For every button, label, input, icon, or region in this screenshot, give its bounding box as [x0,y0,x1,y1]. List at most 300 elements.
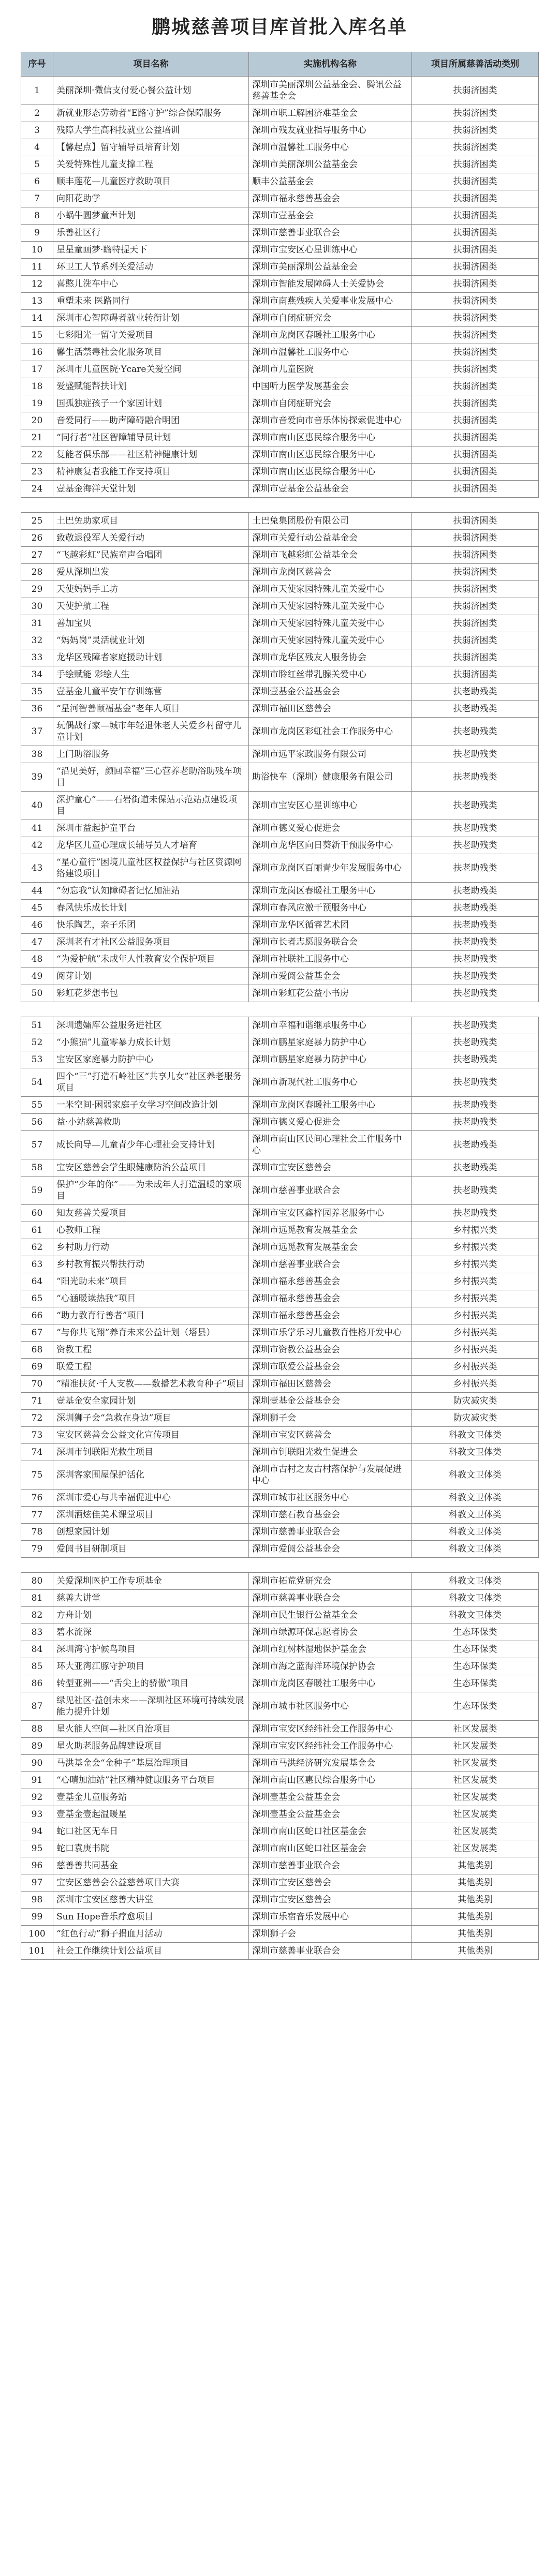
serial-number-cell: 17 [21,361,53,378]
category-cell: 扶老助残类 [412,934,539,951]
serial-number-cell: 39 [21,763,53,792]
category-cell: 扶弱济困类 [412,530,539,547]
project-name-cell: 美丽深圳·微信支付爱心餐公益计划 [53,77,249,105]
serial-number-cell: 6 [21,173,53,190]
serial-number-cell: 19 [21,395,53,412]
organization-cell: 深圳市福永慈善基金会 [249,190,412,207]
table-row [21,598,539,615]
serial-number-cell: 46 [21,917,53,934]
serial-number-cell: 64 [21,1273,53,1290]
project-name-cell: 方舟计划 [53,1607,249,1624]
project-name-cell: 善加宝贝 [53,615,249,632]
category-cell: 乡村振兴类 [412,1239,539,1256]
serial-number-cell: 83 [21,1624,53,1641]
serial-number-cell: 101 [21,1943,53,1960]
serial-number-cell: 56 [21,1114,53,1131]
project-name-cell: 成长向导—儿童青少年心理社会支持计划 [53,1131,249,1159]
organization-cell: 深圳市龙岗区彩虹社会工作服务中心 [249,718,412,746]
table-row [21,1840,539,1857]
project-name-cell: Sun Hope音乐疗愈项目 [53,1909,249,1926]
table-row [21,1524,539,1541]
table-row [21,1114,539,1131]
project-name-cell: 土巴兔助家项目 [53,513,249,530]
organization-cell: 深圳壹基金公益基金会 [249,683,412,701]
table-row [21,1738,539,1755]
category-cell: 扶老助残类 [412,683,539,701]
serial-number-cell: 11 [21,259,53,276]
serial-number-cell: 82 [21,1607,53,1624]
serial-number-cell: 66 [21,1307,53,1324]
table-row [21,1541,539,1558]
organization-cell: 深圳市慈善事业联合会 [249,1256,412,1273]
organization-cell: 深圳市南山区蛇口社区基金会 [249,1840,412,1857]
table-row [21,1427,539,1444]
category-cell: 科教文卫体类 [412,1590,539,1607]
table-row [21,820,539,837]
project-name-cell: 环大亚湾江豚守护项目 [53,1658,249,1675]
organization-cell: 深圳市宝安区慈善会 [249,1892,412,1909]
project-name-cell: 天使妈妈手工坊 [53,581,249,598]
project-name-cell: 彩虹花梦想书包 [53,985,249,1002]
project-name-cell: 联爱工程 [53,1359,249,1376]
project-name-cell: 向阳花助学 [53,190,249,207]
category-cell: 扶弱济困类 [412,225,539,242]
project-name-cell: 绿见社区·益创未来——深圳社区环境可持续发展能力提升计划 [53,1692,249,1721]
category-cell: 扶老助残类 [412,1131,539,1159]
organization-cell: 深圳市红树林湿地保护基金会 [249,1641,412,1658]
project-name-cell: “为爱护航”未成年人性教育安全保护项目 [53,951,249,968]
category-cell: 乡村振兴类 [412,1359,539,1376]
category-cell: 扶老助残类 [412,820,539,837]
serial-number-cell: 96 [21,1857,53,1874]
table-row [21,1755,539,1772]
table-row [21,310,539,327]
serial-number-cell: 60 [21,1205,53,1222]
serial-number-cell: 63 [21,1256,53,1273]
table-row [21,190,539,207]
serial-number-cell: 62 [21,1239,53,1256]
table-row [21,173,539,190]
serial-number-cell: 21 [21,429,53,446]
organization-cell: 深圳壹基金公益基金会 [249,1789,412,1806]
category-cell: 扶弱济困类 [412,666,539,683]
serial-number-cell: 53 [21,1051,53,1068]
section-gap-cell [21,1558,539,1573]
serial-number-cell: 18 [21,378,53,395]
organization-cell: 顺丰公益基金会 [249,173,412,190]
organization-cell: 深圳市古村之友古村落保护与发展促进中心 [249,1461,412,1490]
project-name-cell: 龙华区儿童心理成长辅导员人才培育 [53,837,249,854]
organization-cell: 深圳市城市社区服务中心 [249,1490,412,1507]
table-row [21,1205,539,1222]
serial-number-cell: 85 [21,1658,53,1675]
category-cell: 乡村振兴类 [412,1342,539,1359]
organization-cell: 深圳市宝安区心星训练中心 [249,242,412,259]
organization-cell: 深圳市美丽深圳公益基金会 [249,259,412,276]
project-name-cell: 碧水流深 [53,1624,249,1641]
organization-cell: 深圳市关爱行动公益基金会 [249,530,412,547]
table-row [21,139,539,156]
serial-number-cell: 41 [21,820,53,837]
organization-cell: 深圳市美丽深圳公益基金会 [249,156,412,173]
table-row [21,378,539,395]
category-cell: 扶老助残类 [412,1177,539,1205]
table-row [21,1926,539,1943]
category-cell: 扶弱济困类 [412,598,539,615]
project-name-cell: 手绘赋能 彩绘人生 [53,666,249,683]
table-row [21,530,539,547]
category-cell: 扶老助残类 [412,985,539,1002]
category-cell: 扶弱济困类 [412,259,539,276]
project-name-cell: 上门助浴服务 [53,746,249,763]
organization-cell: 深圳市南山区蛇口社区基金会 [249,1823,412,1840]
serial-number-cell: 34 [21,666,53,683]
serial-number-cell: 32 [21,632,53,649]
project-name-cell: 深圳遗孀库公益服务进社区 [53,1017,249,1034]
organization-cell: 深圳市聆红丝带乳腺关爱中心 [249,666,412,683]
table-row [21,1290,539,1307]
table-row [21,581,539,598]
table-row [21,122,539,139]
project-name-cell: 壹基金儿童服务站 [53,1789,249,1806]
section-gap [21,1002,539,1017]
category-cell: 扶老助残类 [412,917,539,934]
category-cell: 扶老助残类 [412,1159,539,1177]
table-row [21,1017,539,1034]
serial-number-cell: 65 [21,1290,53,1307]
serial-number-cell: 91 [21,1772,53,1789]
organization-cell: 深圳市温馨社工服务中心 [249,344,412,361]
project-name-cell: 深护童心”——石岩街道未保站示范站点建设项目 [53,792,249,820]
project-name-cell: 壹基金安全家园计划 [53,1393,249,1410]
project-name-cell: 蛇口袁庚书院 [53,1840,249,1857]
table-row [21,968,539,985]
organization-cell: 中国听力医学发展基金会 [249,378,412,395]
serial-number-cell: 86 [21,1675,53,1692]
project-name-cell: 蛇口社区无车日 [53,1823,249,1840]
organization-cell: 深圳市飞越彩虹公益基金会 [249,547,412,564]
serial-number-cell: 10 [21,242,53,259]
organization-cell: 深圳市德义爱心促进会 [249,820,412,837]
table-row [21,1892,539,1909]
organization-cell: 深圳市天使家园特殊儿童关爱中心 [249,581,412,598]
serial-number-cell: 28 [21,564,53,581]
organization-cell: 深圳狮子会 [249,1926,412,1943]
project-name-cell: 壹基金儿童平安午存训练营 [53,683,249,701]
table-row [21,763,539,792]
project-name-cell: “心涵暖读热我”项目 [53,1290,249,1307]
project-name-cell: 乡村助力行动 [53,1239,249,1256]
serial-number-cell: 29 [21,581,53,598]
serial-number-cell: 59 [21,1177,53,1205]
project-name-cell: 宝安区慈善会学生眼健康防治公益项目 [53,1159,249,1177]
serial-number-cell: 40 [21,792,53,820]
category-cell: 其他类别 [412,1874,539,1892]
project-name-cell: 爱盛赋能帮扶计划 [53,378,249,395]
category-cell: 社区发展类 [412,1738,539,1755]
category-cell: 扶弱济困类 [412,378,539,395]
category-cell: 扶弱济困类 [412,344,539,361]
table-row [21,1410,539,1427]
category-cell: 科教文卫体类 [412,1524,539,1541]
category-cell: 扶弱济困类 [412,105,539,122]
project-name-cell: “星心童行”困境儿童社区权益保护与社区资源网络建设项目 [53,854,249,883]
category-cell: 扶弱济困类 [412,190,539,207]
serial-number-cell: 51 [21,1017,53,1034]
organization-cell: 深圳市南山区惠民综合服务中心 [249,446,412,464]
category-cell: 扶老助残类 [412,1051,539,1068]
project-name-cell: 深圳市宝安区慈善大讲堂 [53,1892,249,1909]
table-row [21,1823,539,1840]
category-cell: 扶弱济困类 [412,276,539,293]
serial-number-cell: 48 [21,951,53,968]
table-row [21,1692,539,1721]
project-name-cell: “阳光助未来”项目 [53,1273,249,1290]
organization-cell: 深圳市资教公益基金会 [249,1342,412,1359]
category-cell: 扶老助残类 [412,1205,539,1222]
project-name-cell: 喜憨儿洗车中心 [53,276,249,293]
table-row [21,934,539,951]
project-name-cell: 深圳狮子会“急救在身边”项目 [53,1410,249,1427]
table-row [21,513,539,530]
project-name-cell: “同行者”社区智障辅导员计划 [53,429,249,446]
organization-cell: 深圳市福永慈善基金会 [249,1307,412,1324]
category-cell: 生态环保类 [412,1624,539,1641]
project-name-cell: 壹基金壹起温暖星 [53,1806,249,1823]
organization-cell: 深圳市天使家园特殊儿童关爱中心 [249,598,412,615]
table-row [21,395,539,412]
project-name-cell: 宝安区慈善会公益文化宣传项目 [53,1427,249,1444]
table-row [21,1131,539,1159]
serial-number-cell: 5 [21,156,53,173]
organization-cell: 深圳市天使家园特殊儿童关爱中心 [249,615,412,632]
category-cell: 防灾减灾类 [412,1393,539,1410]
organization-cell: 深圳市远平家政服务有限公司 [249,746,412,763]
organization-cell: 深圳壹基金公益基金会 [249,1806,412,1823]
organization-cell: 深圳市儿童医院 [249,361,412,378]
serial-number-cell: 42 [21,837,53,854]
category-cell: 扶老助残类 [412,1097,539,1114]
table-row [21,1376,539,1393]
organization-cell: 深圳市鹏星家庭暴力防护中心 [249,1051,412,1068]
category-cell: 扶弱济困类 [412,632,539,649]
project-name-cell: 阅芽计划 [53,968,249,985]
table-row [21,1806,539,1823]
organization-cell: 土巴兔集团股份有限公司 [249,513,412,530]
category-cell: 扶老助残类 [412,718,539,746]
table-row [21,1461,539,1490]
category-cell: 扶老助残类 [412,763,539,792]
organization-cell: 深圳市绿源环保志愿者协会 [249,1624,412,1641]
organization-cell: 深圳市南燕残疾人关爱事业发展中心 [249,293,412,310]
serial-number-cell: 80 [21,1573,53,1590]
project-name-cell: 重塑未来 医路同行 [53,293,249,310]
project-name-cell: “星河智善颐福基金”老年人项目 [53,701,249,718]
project-name-cell: 深圳酒炫佳美术课堂项目 [53,1507,249,1524]
category-cell: 其他类别 [412,1857,539,1874]
serial-number-cell: 27 [21,547,53,564]
project-name-cell: 宝安区家庭暴力防护中心 [53,1051,249,1068]
category-cell: 扶弱济困类 [412,139,539,156]
table-row [21,429,539,446]
project-name-cell: 益·小站慈善救助 [53,1114,249,1131]
organization-cell: 深圳市龙岗区百丽青少年发展服务中心 [249,854,412,883]
organization-cell: 深圳市慈善事业联合会 [249,1177,412,1205]
project-name-cell: 慈善大讲堂 [53,1590,249,1607]
organization-cell: 深圳市德义爱心促进会 [249,1114,412,1131]
project-name-cell: 关爱深圳医护工作专项基金 [53,1573,249,1590]
project-name-cell: 【馨起点】留守辅导员培育计划 [53,139,249,156]
table-row [21,1034,539,1051]
category-cell: 科教文卫体类 [412,1427,539,1444]
project-name-cell: 知友慈善关爱项目 [53,1205,249,1222]
header-serial-number: 序号 [21,52,53,77]
serial-number-cell: 43 [21,854,53,883]
category-cell: 扶老助残类 [412,951,539,968]
category-cell: 扶弱济困类 [412,122,539,139]
project-name-cell: 乐善社区行 [53,225,249,242]
category-cell: 扶弱济困类 [412,327,539,344]
table-row [21,985,539,1002]
serial-number-cell: 76 [21,1490,53,1507]
table-row [21,632,539,649]
table-row [21,547,539,564]
category-cell: 科教文卫体类 [412,1507,539,1524]
table-row [21,718,539,746]
category-cell: 科教文卫体类 [412,1444,539,1461]
serial-number-cell: 73 [21,1427,53,1444]
serial-number-cell: 23 [21,464,53,481]
category-cell: 社区发展类 [412,1840,539,1857]
organization-cell: 深圳市社联社工服务中心 [249,951,412,968]
table-row [21,649,539,666]
serial-number-cell: 13 [21,293,53,310]
project-name-cell: 深圳市心智障碍者就业转衔计划 [53,310,249,327]
serial-number-cell: 3 [21,122,53,139]
serial-number-cell: 92 [21,1789,53,1806]
serial-number-cell: 98 [21,1892,53,1909]
organization-cell: 深圳市南山区惠民综合服务中心 [249,1772,412,1789]
category-cell: 扶弱济困类 [412,547,539,564]
organization-cell: 深圳市龙岗区春暖社工服务中心 [249,1675,412,1692]
table-row [21,1641,539,1658]
category-cell: 乡村振兴类 [412,1256,539,1273]
category-cell: 扶弱济困类 [412,293,539,310]
project-name-cell: “精准扶贫·千人支教——数播艺术教育种子”项目 [53,1376,249,1393]
serial-number-cell: 22 [21,446,53,464]
table-row [21,1909,539,1926]
table-row [21,1507,539,1524]
table-row [21,746,539,763]
project-name-cell: 创想家园计划 [53,1524,249,1541]
organization-cell: 深圳市城市社区服务中心 [249,1692,412,1721]
category-cell: 扶弱济困类 [412,412,539,429]
organization-cell: 深圳市南山区惠民综合服务中心 [249,429,412,446]
organization-cell: 深圳市春风应激干预服务中心 [249,900,412,917]
serial-number-cell: 71 [21,1393,53,1410]
table-row [21,1789,539,1806]
organization-cell: 深圳市联爱公益基金会 [249,1359,412,1376]
organization-cell: 深圳市福永慈善基金会 [249,1273,412,1290]
category-cell: 扶弱济困类 [412,581,539,598]
serial-number-cell: 38 [21,746,53,763]
serial-number-cell: 33 [21,649,53,666]
organization-cell: 深圳市龙岗区春暖社工服务中心 [249,1097,412,1114]
serial-number-cell: 97 [21,1874,53,1892]
organization-cell: 深圳壹基金公益基金会 [249,1393,412,1410]
category-cell: 社区发展类 [412,1789,539,1806]
organization-cell: 深圳市职工解困济难基金会 [249,105,412,122]
table-row [21,1256,539,1273]
category-cell: 科教文卫体类 [412,1541,539,1558]
table-row [21,1393,539,1410]
table-row [21,792,539,820]
category-cell: 其他类别 [412,1892,539,1909]
table-row [21,293,539,310]
organization-cell: 深圳市宝安区慈善会 [249,1427,412,1444]
organization-cell: 深圳市民生银行公益基金会 [249,1607,412,1624]
table-row [21,1068,539,1097]
project-name-cell: 春风快乐成长计划 [53,900,249,917]
serial-number-cell: 78 [21,1524,53,1541]
serial-number-cell: 88 [21,1721,53,1738]
category-cell: 扶弱济困类 [412,173,539,190]
serial-number-cell: 37 [21,718,53,746]
table-row [21,1444,539,1461]
organization-cell: 深圳市慈石教育基金会 [249,1507,412,1524]
table-row [21,615,539,632]
category-cell: 乡村振兴类 [412,1290,539,1307]
serial-number-cell: 44 [21,883,53,900]
organization-cell: 深圳市慈善事业联合会 [249,1524,412,1541]
category-cell: 其他类别 [412,1909,539,1926]
serial-number-cell: 24 [21,481,53,498]
project-name-cell: 一米空间·困弱家庭子女学习空间改造计划 [53,1097,249,1114]
project-name-cell: 深圳湾守护候鸟项目 [53,1641,249,1658]
table-row [21,1273,539,1290]
category-cell: 扶弱济困类 [412,649,539,666]
category-cell: 科教文卫体类 [412,1607,539,1624]
serial-number-cell: 49 [21,968,53,985]
project-name-cell: 龙华区残障者家庭援助计划 [53,649,249,666]
organization-cell: 深圳市长者志愿服务联合会 [249,934,412,951]
category-cell: 乡村振兴类 [412,1222,539,1239]
serial-number-cell: 89 [21,1738,53,1755]
table-row [21,951,539,968]
organization-cell: 深圳市远觅教育发展基金会 [249,1239,412,1256]
serial-number-cell: 54 [21,1068,53,1097]
table-row [21,1490,539,1507]
project-name-cell: 星火助老服务品牌建设项目 [53,1738,249,1755]
organization-cell: 深圳市宝安区鑫梓园养老服务中心 [249,1205,412,1222]
category-cell: 其他类别 [412,1943,539,1960]
project-name-cell: 转型亚洲——“舌尖上的骄傲”项目 [53,1675,249,1692]
category-cell: 扶老助残类 [412,1034,539,1051]
serial-number-cell: 81 [21,1590,53,1607]
table-row [21,225,539,242]
organization-cell: 深圳市慈善事业联合会 [249,1590,412,1607]
organization-cell: 深圳市乐宿音乐发展中心 [249,1909,412,1926]
organization-cell: 深圳市自闭症研究会 [249,310,412,327]
organization-cell: 深圳市鹏星家庭暴力防护中心 [249,1034,412,1051]
section-gap [21,498,539,513]
project-name-cell: “小熊猫”儿童零暴力成长计划 [53,1034,249,1051]
category-cell: 扶弱济困类 [412,77,539,105]
serial-number-cell: 8 [21,207,53,225]
project-name-cell: 深圳市益起护童平台 [53,820,249,837]
serial-number-cell: 36 [21,701,53,718]
organization-cell: 深圳市乐学乐习儿童教育性格开发中心 [249,1324,412,1342]
